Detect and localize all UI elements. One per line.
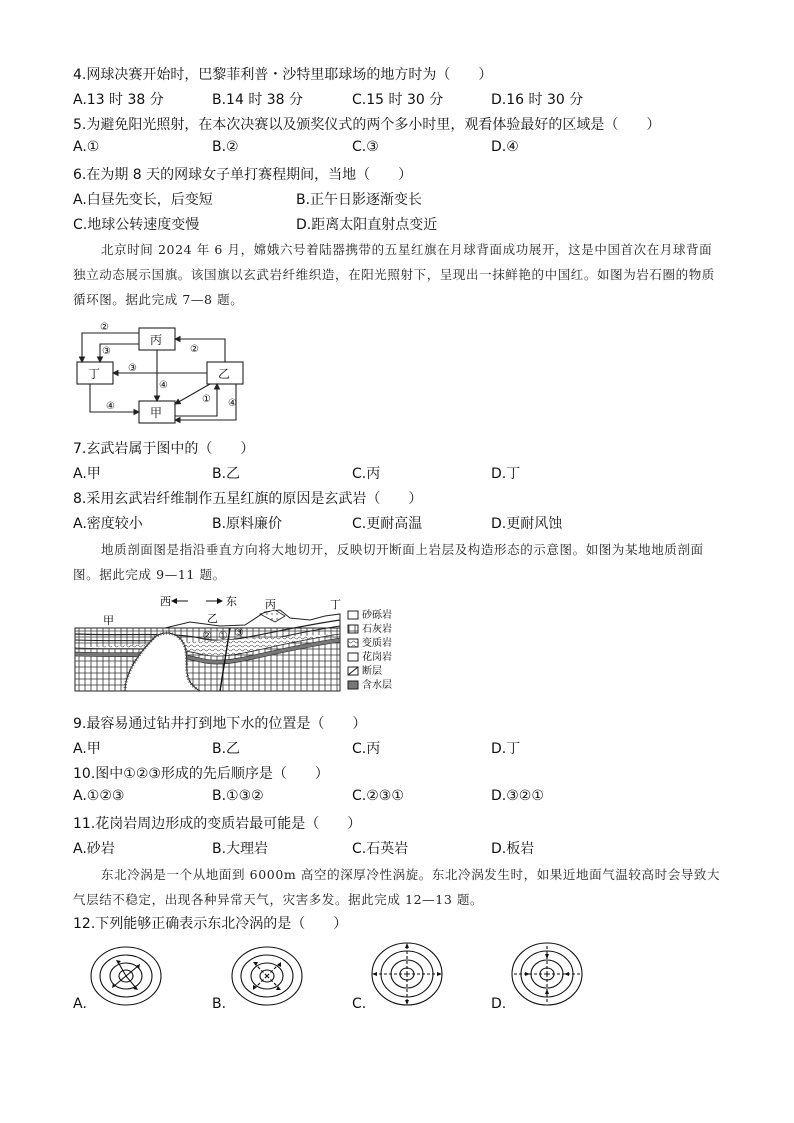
marker-1: ① bbox=[218, 629, 228, 642]
q9-option-c[interactable]: C.丙 bbox=[352, 741, 381, 757]
q4-stem: 4.网球决赛开始时，巴黎菲利普・沙特里耶球场的地方时为（ ） bbox=[73, 67, 493, 83]
q4-option-b[interactable]: B.14 时 38 分 bbox=[212, 92, 304, 108]
q8-option-a[interactable]: A.密度较小 bbox=[73, 516, 143, 532]
direction-east: 东 bbox=[226, 595, 237, 608]
vortex-figure-a[interactable] bbox=[88, 944, 164, 1008]
q5-option-d[interactable]: D.④ bbox=[491, 139, 519, 155]
q8-stem: 8.采用玄武岩纤维制作五星红旗的原因是玄武岩（ ） bbox=[73, 491, 423, 507]
q9-option-a[interactable]: A.甲 bbox=[73, 741, 101, 757]
q6-option-c[interactable]: C.地球公转速度变慢 bbox=[73, 217, 200, 233]
marker-2: ② bbox=[202, 629, 212, 642]
geological-section-diagram bbox=[70, 592, 410, 697]
box-bing-label: 丙 bbox=[150, 333, 163, 347]
vortex-figure-c[interactable] bbox=[369, 940, 445, 1008]
q12-option-a[interactable]: A. bbox=[73, 996, 87, 1012]
q7-option-a[interactable]: A.甲 bbox=[73, 466, 101, 482]
legend-fault: 断层 bbox=[362, 666, 382, 677]
q4-option-d[interactable]: D.16 时 30 分 bbox=[491, 92, 584, 108]
passage-rock-cycle: 北京时间 2024 年 6 月，嫦娥六号着陆器携带的五星红旗在月球背面成功展开，这是中国首次在月球背面独立动态展示国旗。该国旗以玄武岩纤维织造，在阳光照射下，呈现出一抹鲜艳的中国红。如图为岩石圈的物质循环图。据此完成 7—8 题。 bbox=[73, 242, 715, 307]
q12-stem: 12.下列能够正确表示东北冷涡的是（ ） bbox=[73, 916, 348, 932]
place-ding: 丁 bbox=[330, 598, 341, 611]
box-yi-label: 乙 bbox=[218, 367, 231, 381]
q7-option-b[interactable]: B.乙 bbox=[212, 466, 241, 482]
rock-cycle-diagram bbox=[70, 312, 250, 427]
q6-option-b[interactable]: B.正午日影逐渐变长 bbox=[296, 192, 423, 208]
marker-3: ③ bbox=[234, 626, 244, 639]
q8-option-d[interactable]: D.更耐风蚀 bbox=[491, 516, 563, 532]
q10-option-b[interactable]: B.①③② bbox=[212, 788, 264, 804]
q5-option-a[interactable]: A.① bbox=[73, 139, 100, 155]
q11-option-b[interactable]: B.大理岩 bbox=[212, 841, 269, 857]
legend-sandstone: 砂砾岩 bbox=[362, 610, 392, 621]
legend-limestone: 石灰岩 bbox=[362, 624, 392, 635]
label-2-top: ② bbox=[100, 322, 109, 333]
q5-stem: 5.为避免阳光照射，在本次决赛以及颁奖仪式的两个多小时里，观看体验最好的区域是（ ） bbox=[73, 117, 661, 133]
label-4-center: ④ bbox=[159, 380, 168, 391]
q4-option-c[interactable]: C.15 时 30 分 bbox=[352, 92, 444, 108]
label-2-right: ② bbox=[190, 344, 199, 355]
label-4-right: ④ bbox=[228, 398, 237, 409]
q11-option-d[interactable]: D.板岩 bbox=[491, 841, 535, 857]
q6-option-a[interactable]: A.白昼先变长，后变短 bbox=[73, 192, 213, 208]
q10-stem: 10.图中①②③形成的先后顺序是（ ） bbox=[73, 766, 329, 782]
q10-option-c[interactable]: C.②③① bbox=[352, 788, 404, 804]
passage-geo-section: 地质剖面图是指沿垂直方向将大地切开，反映切开断面上岩层及构造形态的示意图。如图为某地地质剖面图。据此完成 9—11 题。 bbox=[73, 542, 704, 582]
label-4-bottom: ④ bbox=[106, 401, 115, 412]
direction-west: 西 bbox=[160, 595, 171, 608]
q12-option-b[interactable]: B. bbox=[212, 996, 227, 1012]
vortex-figure-d[interactable] bbox=[509, 940, 585, 1008]
q5-option-b[interactable]: B.② bbox=[212, 139, 239, 155]
q7-option-c[interactable]: C.丙 bbox=[352, 466, 381, 482]
q5-option-c[interactable]: C.③ bbox=[352, 139, 379, 155]
q7-option-d[interactable]: D.丁 bbox=[491, 466, 521, 482]
q11-option-c[interactable]: C.石英岩 bbox=[352, 841, 409, 857]
vortex-figure-b[interactable] bbox=[229, 944, 305, 1008]
box-ding-label: 丁 bbox=[88, 367, 101, 381]
q9-stem: 9.最容易通过钻井打到地下水的位置是（ ） bbox=[73, 716, 367, 732]
legend-granite: 花岗岩 bbox=[362, 652, 392, 663]
q6-option-d[interactable]: D.距离太阳直射点变近 bbox=[296, 217, 438, 233]
q9-option-b[interactable]: B.乙 bbox=[212, 741, 241, 757]
legend bbox=[348, 608, 392, 691]
q11-stem: 11.花岗岩周边形成的变质岩最可能是（ ） bbox=[73, 816, 362, 832]
label-3-mid: ③ bbox=[128, 363, 137, 374]
q8-option-b[interactable]: B.原料廉价 bbox=[212, 516, 283, 532]
q12-option-c[interactable]: C. bbox=[352, 996, 367, 1012]
q4-option-a[interactable]: A.13 时 38 分 bbox=[73, 92, 164, 108]
label-1: ① bbox=[202, 394, 211, 405]
legend-aquifer: 含水层 bbox=[362, 680, 392, 691]
q12-option-d[interactable]: D. bbox=[491, 996, 507, 1012]
place-jia: 甲 bbox=[103, 614, 114, 627]
q10-option-d[interactable]: D.③②① bbox=[491, 788, 544, 804]
label-3-left: ③ bbox=[102, 346, 111, 357]
place-bing: 丙 bbox=[265, 598, 276, 611]
q10-option-a[interactable]: A.①②③ bbox=[73, 788, 125, 804]
q6-stem: 6.在为期 8 天的网球女子单打赛程期间，当地（ ） bbox=[73, 167, 413, 183]
q11-option-a[interactable]: A.砂岩 bbox=[73, 841, 115, 857]
q8-option-c[interactable]: C.更耐高温 bbox=[352, 516, 423, 532]
q9-option-d[interactable]: D.丁 bbox=[491, 741, 521, 757]
box-jia-label: 甲 bbox=[150, 406, 163, 420]
q7-stem: 7.玄武岩属于图中的（ ） bbox=[73, 441, 255, 457]
legend-metamorphic: 变质岩 bbox=[362, 638, 392, 649]
place-yi: 乙 bbox=[207, 612, 218, 625]
passage-cold-vortex: 东北冷涡是一个从地面到 6000m 高空的深厚冷性涡旋。东北冷涡发生时，如果近地面气温较高时会导致大气层结不稳定，出现各种异常天气，灾害多发。据此完成 12—13 题。 bbox=[73, 867, 721, 907]
